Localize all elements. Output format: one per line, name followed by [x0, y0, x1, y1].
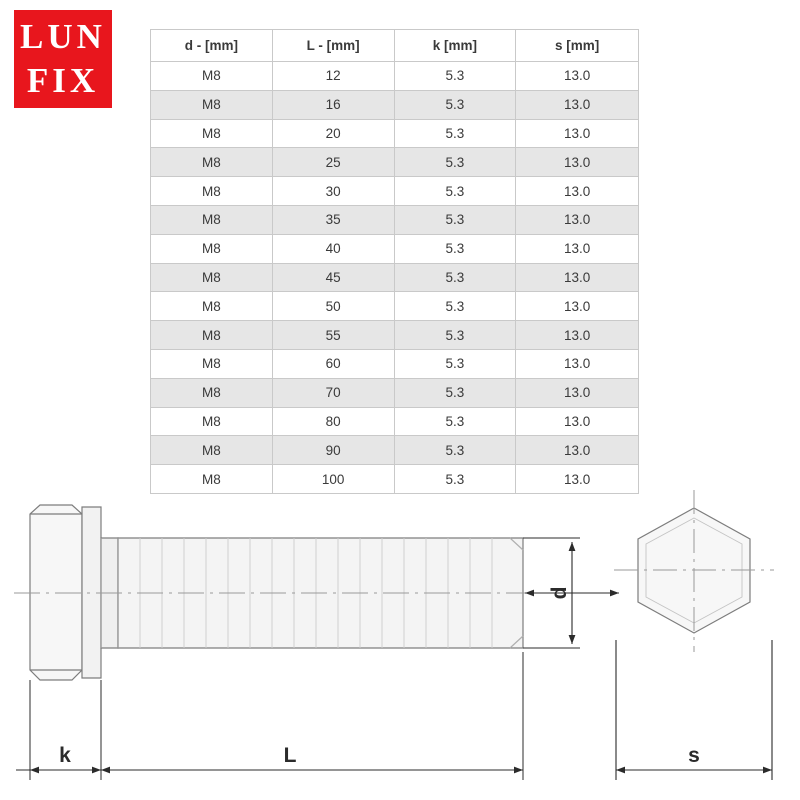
cell-s: 13.0: [516, 205, 639, 234]
cell-d: M8: [151, 465, 273, 494]
table-row: [151, 436, 639, 465]
dimension-label-L: L: [283, 744, 297, 767]
cell-s: 13.0: [516, 321, 639, 350]
logo-line-1: LUN: [20, 17, 106, 56]
dimension-label-k: k: [59, 744, 71, 767]
cell-d: M8: [151, 292, 273, 321]
cell-d: M8: [151, 119, 273, 148]
cell-k: 5.3: [394, 263, 516, 292]
cell-s: 13.0: [516, 349, 639, 378]
cell-k: 5.3: [394, 292, 516, 321]
cell-d: M8: [151, 205, 273, 234]
cell-k: 5.3: [394, 119, 516, 148]
cell-s: 13.0: [516, 148, 639, 177]
cell-k: 5.3: [394, 378, 516, 407]
cell-d: M8: [151, 349, 273, 378]
table-row: [151, 62, 639, 91]
cell-L: 100: [272, 465, 394, 494]
cell-L: 20: [272, 119, 394, 148]
cell-d: M8: [151, 436, 273, 465]
cell-L: 45: [272, 263, 394, 292]
dimension-d: [523, 538, 619, 648]
cell-s: 13.0: [516, 177, 639, 206]
cell-d: M8: [151, 177, 273, 206]
cell-L: 90: [272, 436, 394, 465]
column-header-d: d - [mm]: [151, 30, 273, 62]
cell-L: 40: [272, 234, 394, 263]
cell-s: 13.0: [516, 436, 639, 465]
cell-L: 30: [272, 177, 394, 206]
cell-L: 55: [272, 321, 394, 350]
table-row: [151, 205, 639, 234]
cell-d: M8: [151, 321, 273, 350]
table-row: [151, 407, 639, 436]
table-header-row: [151, 30, 639, 62]
table-row: [151, 292, 639, 321]
cell-s: 13.0: [516, 292, 639, 321]
cell-k: 5.3: [394, 177, 516, 206]
dimension-label-s: s: [688, 744, 700, 767]
cell-L: 12: [272, 62, 394, 91]
cell-s: 13.0: [516, 263, 639, 292]
cell-s: 13.0: [516, 234, 639, 263]
cell-L: 50: [272, 292, 394, 321]
column-header-L: L - [mm]: [272, 30, 394, 62]
cell-k: 5.3: [394, 465, 516, 494]
dimension-label-d: d: [548, 586, 571, 600]
table-row: [151, 177, 639, 206]
cell-d: M8: [151, 407, 273, 436]
logo-line-2: FIX: [26, 61, 100, 100]
column-header-k: k [mm]: [394, 30, 516, 62]
table-row: [151, 349, 639, 378]
cell-L: 25: [272, 148, 394, 177]
cell-L: 60: [272, 349, 394, 378]
cell-s: 13.0: [516, 407, 639, 436]
cell-L: 16: [272, 90, 394, 119]
table-row: [151, 234, 639, 263]
column-header-s: s [mm]: [516, 30, 639, 62]
cell-d: M8: [151, 90, 273, 119]
cell-s: 13.0: [516, 90, 639, 119]
cell-s: 13.0: [516, 465, 639, 494]
cell-s: 13.0: [516, 119, 639, 148]
technical-drawing: [0, 480, 800, 800]
specification-table: [150, 29, 639, 494]
cell-k: 5.3: [394, 205, 516, 234]
table-row: [151, 378, 639, 407]
table-row: [151, 148, 639, 177]
cell-k: 5.3: [394, 90, 516, 119]
cell-d: M8: [151, 148, 273, 177]
cell-k: 5.3: [394, 321, 516, 350]
cell-d: M8: [151, 62, 273, 91]
cell-k: 5.3: [394, 407, 516, 436]
cell-L: 70: [272, 378, 394, 407]
cell-s: 13.0: [516, 378, 639, 407]
table-row: [151, 321, 639, 350]
cell-L: 80: [272, 407, 394, 436]
table-row: [151, 119, 639, 148]
cell-d: M8: [151, 378, 273, 407]
cell-L: 35: [272, 205, 394, 234]
cell-d: M8: [151, 234, 273, 263]
cell-k: 5.3: [394, 62, 516, 91]
table-row: [151, 263, 639, 292]
extension-lines: [30, 652, 523, 780]
cell-k: 5.3: [394, 234, 516, 263]
table-row: [151, 90, 639, 119]
cell-k: 5.3: [394, 148, 516, 177]
cell-k: 5.3: [394, 436, 516, 465]
cell-d: M8: [151, 263, 273, 292]
cell-k: 5.3: [394, 349, 516, 378]
cell-s: 13.0: [516, 62, 639, 91]
brand-logo: [14, 10, 112, 108]
